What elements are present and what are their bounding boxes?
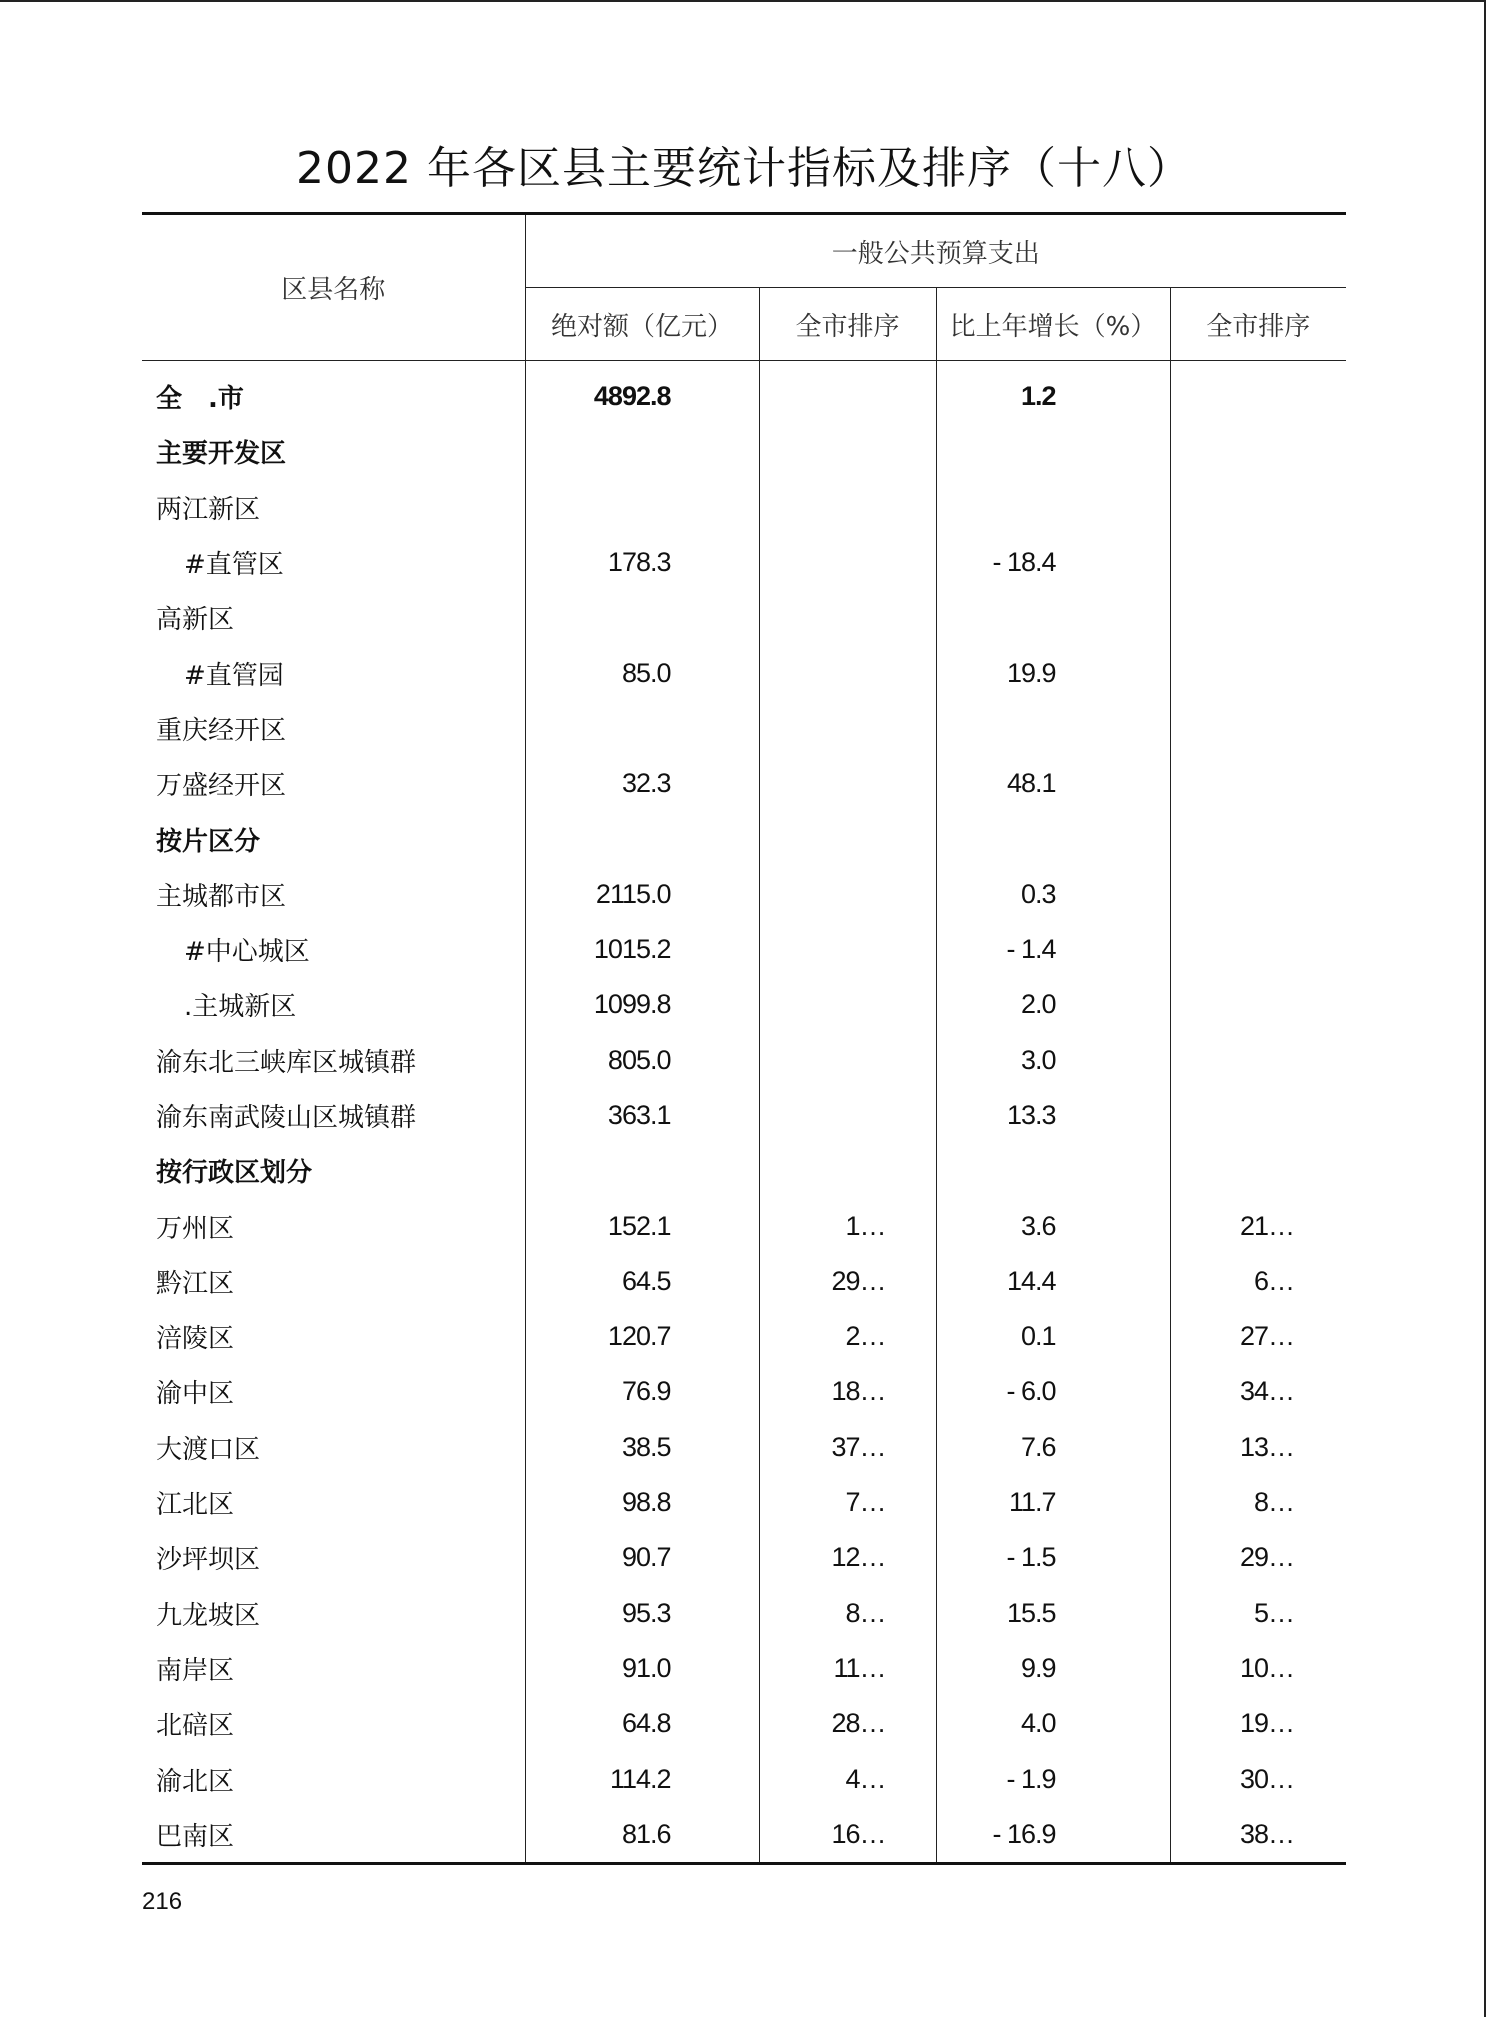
amount-rank-cell (759, 424, 936, 479)
growth-rank-cell (1170, 1143, 1346, 1198)
growth-percent-cell: 9.9 (936, 1641, 1170, 1696)
absolute-amount-cell: 114.2 (525, 1751, 759, 1806)
amount-rank-cell (759, 1143, 936, 1198)
district-name-cell: 江北区 (142, 1475, 525, 1530)
growth-percent-cell: 3.0 (936, 1033, 1170, 1088)
growth-percent-cell: 48.1 (936, 756, 1170, 811)
district-name-cell: 万盛经开区 (142, 756, 525, 811)
table-row (142, 1807, 1346, 1864)
growth-rank-cell: 8… (1253, 1487, 1295, 1518)
growth-rank-cell: 29… (1239, 1542, 1295, 1573)
district-name-cell: 主要开发区 (142, 424, 525, 479)
growth-percent-cell: 0.3 (936, 867, 1170, 922)
statistics-table (142, 212, 1346, 1865)
absolute-amount-cell: 90.7 (525, 1530, 759, 1585)
growth-percent-cell: 7.6 (936, 1420, 1170, 1475)
table-row (142, 535, 1346, 590)
growth-percent-cell (936, 701, 1170, 756)
absolute-amount-cell: 38.5 (525, 1420, 759, 1475)
amount-rank-cell: 29… (759, 1254, 936, 1309)
amount-rank-cell (759, 811, 936, 866)
district-name-cell: 大渡口区 (142, 1420, 525, 1475)
growth-rank-cell: 10… (1239, 1652, 1295, 1683)
growth-percent-cell: 15.5 (936, 1586, 1170, 1641)
amount-rank-cell (759, 1088, 936, 1143)
district-name-cell: 九龙坡区 (142, 1586, 525, 1641)
growth-rank-cell (1170, 424, 1346, 479)
growth-rank-cell: 38… (1239, 1818, 1295, 1849)
growth-rank-cell (1170, 1033, 1346, 1088)
table-row (142, 701, 1346, 756)
amount-rank-cell: 8… (759, 1586, 936, 1641)
growth-rank-cell (1170, 645, 1346, 700)
growth-rank-cell (1170, 1088, 1346, 1143)
amount-rank-cell: 18… (759, 1364, 936, 1419)
table-row (142, 1530, 1346, 1585)
district-name-cell: 沙坪坝区 (142, 1530, 525, 1585)
growth-rank-cell: 34… (1239, 1376, 1295, 1407)
absolute-amount-cell: 1099.8 (525, 977, 759, 1032)
absolute-amount-cell: 95.3 (525, 1586, 759, 1641)
amount-rank-cell (759, 701, 936, 756)
growth-percent-cell (936, 1143, 1170, 1198)
growth-percent-cell (936, 590, 1170, 645)
growth-rank-cell (1170, 361, 1346, 425)
district-name-cell: 按行政区划分 (142, 1143, 525, 1198)
district-name-cell: 主城都市区 (142, 867, 525, 922)
growth-percent-cell: 2.0 (936, 977, 1170, 1032)
district-name-cell: 全 .市 (142, 361, 525, 425)
district-name-cell: #直管园 (142, 645, 525, 700)
growth-percent-cell (936, 480, 1170, 535)
growth-rank-cell (1170, 756, 1346, 811)
growth-rank-cell (1170, 480, 1346, 535)
table-row (142, 1364, 1346, 1419)
table-row (142, 811, 1346, 866)
district-name-cell: 渝东北三峡库区城镇群 (142, 1033, 525, 1088)
growth-percent-cell: 19.9 (936, 645, 1170, 700)
district-name-cell: 重庆经开区 (142, 701, 525, 756)
absolute-amount-cell: 4892.8 (525, 361, 759, 425)
header-city-rank-amount: 全市排序 (759, 288, 936, 361)
absolute-amount-cell: 1015.2 (525, 922, 759, 977)
header-city-rank-growth: 全市排序 (1170, 288, 1346, 361)
absolute-amount-cell: 120.7 (525, 1309, 759, 1364)
growth-percent-cell: - 1.5 (936, 1530, 1170, 1585)
table-row (142, 480, 1346, 535)
growth-percent-cell (936, 424, 1170, 479)
district-name-cell: 万州区 (142, 1198, 525, 1253)
absolute-amount-cell (525, 424, 759, 479)
growth-rank-cell (1170, 701, 1346, 756)
growth-rank-cell: 19… (1239, 1708, 1295, 1739)
header-district-name: 区县名称 (142, 214, 525, 361)
header-absolute-amount: 绝对额（亿元） (525, 288, 759, 361)
amount-rank-cell (759, 480, 936, 535)
growth-percent-cell: 1.2 (936, 361, 1170, 425)
district-name-cell: 北碚区 (142, 1696, 525, 1751)
amount-rank-cell (759, 922, 936, 977)
header-growth-percent: 比上年增长（%） (936, 288, 1170, 361)
growth-percent-cell: - 18.4 (936, 535, 1170, 590)
district-name-cell: 渝北区 (142, 1751, 525, 1806)
growth-rank-cell: 21… (1239, 1210, 1295, 1241)
district-name-cell: 渝东南武陵山区城镇群 (142, 1088, 525, 1143)
growth-rank-cell: 6… (1253, 1265, 1295, 1296)
page-number: 216 (142, 1888, 183, 1915)
table-row (142, 1475, 1346, 1530)
district-name-cell: 黔江区 (142, 1254, 525, 1309)
growth-percent-cell: 3.6 (936, 1198, 1170, 1253)
amount-rank-cell: 7… (759, 1475, 936, 1530)
amount-rank-cell (759, 756, 936, 811)
growth-percent-cell: - 16.9 (936, 1807, 1170, 1864)
growth-rank-cell: 27… (1239, 1321, 1295, 1352)
growth-rank-cell (1170, 535, 1346, 590)
growth-rank-cell (1170, 922, 1346, 977)
absolute-amount-cell (525, 701, 759, 756)
amount-rank-cell (759, 977, 936, 1032)
header-general-budget-expenditure: 一般公共预算支出 (525, 214, 1346, 288)
absolute-amount-cell: 81.6 (525, 1807, 759, 1864)
growth-percent-cell: 11.7 (936, 1475, 1170, 1530)
amount-rank-cell: 11… (759, 1641, 936, 1696)
table-row (142, 1143, 1346, 1198)
absolute-amount-cell: 76.9 (525, 1364, 759, 1419)
amount-rank-cell: 12… (759, 1530, 936, 1585)
amount-rank-cell: 1… (759, 1198, 936, 1253)
district-name-cell: 高新区 (142, 590, 525, 645)
district-name-cell: 按片区分 (142, 811, 525, 866)
growth-rank-cell: 13… (1239, 1431, 1295, 1462)
district-name-cell: .主城新区 (142, 977, 525, 1032)
absolute-amount-cell: 85.0 (525, 645, 759, 700)
growth-rank-cell (1170, 867, 1346, 922)
amount-rank-cell: 2… (759, 1309, 936, 1364)
growth-rank-cell (1170, 977, 1346, 1032)
district-name-cell: #直管区 (142, 535, 525, 590)
growth-percent-cell: - 6.0 (936, 1364, 1170, 1419)
absolute-amount-cell: 2115.0 (525, 867, 759, 922)
district-name-cell: 两江新区 (142, 480, 525, 535)
table-row (142, 645, 1346, 700)
absolute-amount-cell: 32.3 (525, 756, 759, 811)
table-row (142, 756, 1346, 811)
growth-rank-cell (1170, 590, 1346, 645)
district-name-cell: 渝中区 (142, 1364, 525, 1419)
growth-percent-cell: - 1.4 (936, 922, 1170, 977)
amount-rank-cell (759, 590, 936, 645)
growth-rank-cell: 5… (1253, 1597, 1295, 1628)
amount-rank-cell (759, 361, 936, 425)
growth-percent-cell: 4.0 (936, 1696, 1170, 1751)
growth-percent-cell (936, 811, 1170, 866)
table-row (142, 1641, 1346, 1696)
absolute-amount-cell: 178.3 (525, 535, 759, 590)
table-row (142, 1751, 1346, 1806)
table-row (142, 1696, 1346, 1751)
absolute-amount-cell: 363.1 (525, 1088, 759, 1143)
table-row (142, 590, 1346, 645)
growth-percent-cell: 0.1 (936, 1309, 1170, 1364)
growth-percent-cell: 14.4 (936, 1254, 1170, 1309)
absolute-amount-cell: 91.0 (525, 1641, 759, 1696)
table-row (142, 922, 1346, 977)
table-row (142, 1420, 1346, 1475)
table-row (142, 977, 1346, 1032)
table-row (142, 424, 1346, 479)
growth-rank-cell (1170, 811, 1346, 866)
table-row (142, 1586, 1346, 1641)
absolute-amount-cell (525, 480, 759, 535)
page-title: 2022 年各区县主要统计指标及排序（十八） (296, 143, 1192, 194)
table-body (142, 361, 1346, 1864)
table-row (142, 1309, 1346, 1364)
absolute-amount-cell: 805.0 (525, 1033, 759, 1088)
absolute-amount-cell (525, 1143, 759, 1198)
amount-rank-cell: 4… (759, 1751, 936, 1806)
growth-percent-cell: - 1.9 (936, 1751, 1170, 1806)
growth-rank-cell: 30… (1239, 1763, 1295, 1794)
district-name-cell: 南岸区 (142, 1641, 525, 1696)
amount-rank-cell (759, 1033, 936, 1088)
district-name-cell: #中心城区 (142, 922, 525, 977)
table-row (142, 1198, 1346, 1253)
absolute-amount-cell (525, 590, 759, 645)
table-row (142, 1033, 1346, 1088)
amount-rank-cell: 37… (759, 1420, 936, 1475)
statistics-table-wrapper (142, 212, 1346, 1865)
table-row (142, 1254, 1346, 1309)
amount-rank-cell (759, 867, 936, 922)
absolute-amount-cell: 64.5 (525, 1254, 759, 1309)
amount-rank-cell: 16… (759, 1807, 936, 1864)
amount-rank-cell (759, 645, 936, 700)
absolute-amount-cell: 64.8 (525, 1696, 759, 1751)
amount-rank-cell: 28… (759, 1696, 936, 1751)
table-row (142, 867, 1346, 922)
table-row (142, 1088, 1346, 1143)
district-name-cell: 涪陵区 (142, 1309, 525, 1364)
absolute-amount-cell: 98.8 (525, 1475, 759, 1530)
growth-percent-cell: 13.3 (936, 1088, 1170, 1143)
amount-rank-cell (759, 535, 936, 590)
table-row (142, 361, 1346, 425)
absolute-amount-cell (525, 811, 759, 866)
district-name-cell: 巴南区 (142, 1807, 525, 1864)
absolute-amount-cell: 152.1 (525, 1198, 759, 1253)
